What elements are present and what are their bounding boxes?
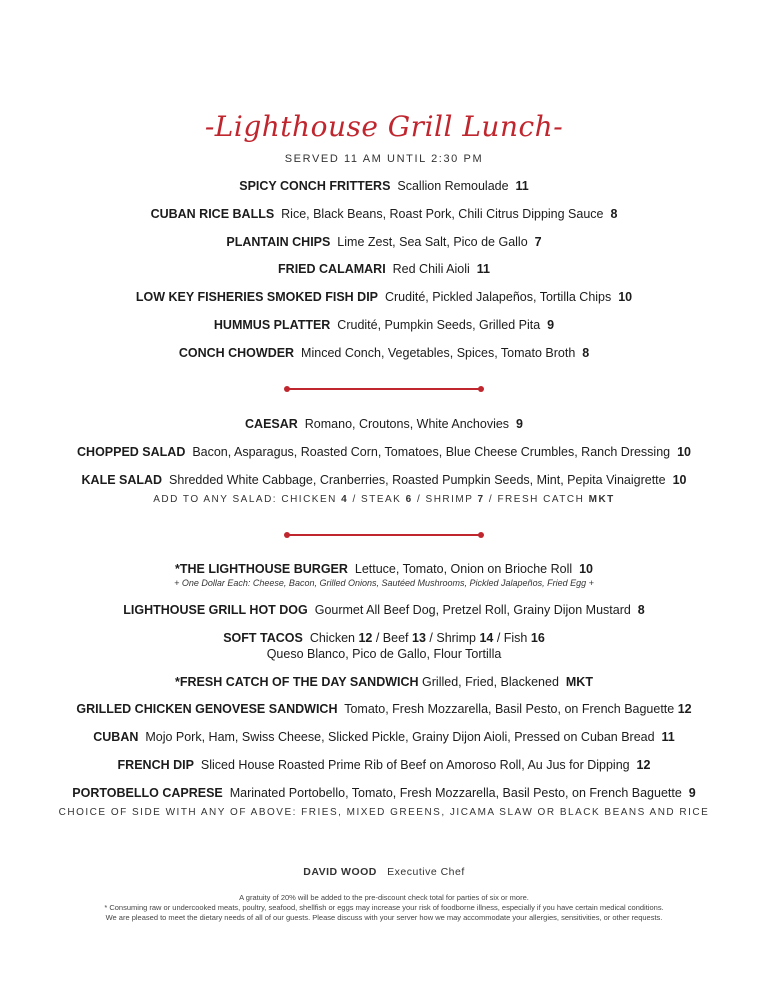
- item-name: CAESAR: [245, 417, 298, 431]
- item-name: CONCH CHOWDER: [178, 346, 295, 360]
- item-desc: Queso Blanco, Pico de Gallo, Flour Tortilla: [266, 647, 502, 661]
- item-name: FRENCH DIP: [117, 758, 194, 772]
- menu-item: [0, 473, 768, 487]
- item-desc: Crudité, Pickled Jalapeños, Tortilla Chips: [384, 290, 612, 304]
- gratuity-notice: A gratuity of 20% will be added to the pre-discount check total for parties of six or more.: [239, 893, 529, 902]
- menu-title: -Lighthouse Grill Lunch-: [204, 110, 564, 143]
- item-price: 7: [534, 235, 542, 249]
- item-desc: Sliced House Roasted Prime Rib of Beef on Amoroso Roll, Au Jus for Dipping: [200, 758, 630, 772]
- menu-item: [0, 702, 768, 716]
- item-name: FRIED CALAMARI: [278, 262, 386, 276]
- menu-item: [0, 562, 768, 576]
- menu-item: [0, 235, 768, 249]
- item-name: KALE SALAD: [81, 473, 163, 487]
- menu-item: [0, 417, 768, 431]
- menu-item: SOFT TACOS Chicken 12 / Beef 13 / Shrimp 14 / Fish 16: [223, 631, 545, 645]
- item-name: *FRESH CATCH OF THE DAY SANDWICH: [175, 675, 419, 689]
- item-desc: Mojo Pork, Ham, Swiss Cheese, Slicked Pickle, Grainy Dijon Aioli, Pressed on Cuban Bread: [145, 730, 655, 744]
- item-price: 8: [637, 603, 645, 617]
- chef-credit: [0, 866, 768, 878]
- consumption-warning: * Consuming raw or undercooked meats, poultry, seafood, shellfish or eggs may increase your risk of foodborne illness, especially if you have certain medical conditions.: [104, 903, 664, 912]
- item-price: 11: [515, 179, 529, 193]
- item-name: CHOPPED SALAD: [77, 445, 186, 459]
- item-name: CUBAN RICE BALLS: [150, 207, 275, 221]
- item-desc: Romano, Croutons, White Anchovies: [304, 417, 510, 431]
- item-desc: Bacon, Asparagus, Roasted Corn, Tomatoes, Blue Cheese Crumbles, Ranch Dressing: [192, 445, 671, 459]
- item-name: LIGHTHOUSE GRILL HOT DOG: [123, 603, 308, 617]
- item-price: 12: [677, 702, 692, 716]
- item-name: HUMMUS PLATTER: [213, 318, 331, 332]
- item-price: 12: [636, 758, 651, 772]
- menu-item: [0, 730, 768, 744]
- item-price: 8: [610, 207, 618, 221]
- item-price: 11: [476, 262, 490, 276]
- item-price: 9: [516, 417, 523, 431]
- section-divider: [287, 534, 481, 536]
- item-name: PORTOBELLO CAPRESE: [72, 786, 223, 800]
- item-name: GRILLED CHICKEN GENOVESE SANDWICH: [76, 702, 338, 716]
- item-name: SOFT TACOS: [223, 631, 303, 645]
- item-price: 8: [582, 346, 590, 360]
- item-price: 10: [579, 562, 593, 576]
- item-name: CUBAN: [93, 730, 139, 744]
- salad-addon-note: ADD TO ANY SALAD: CHICKEN 4 / STEAK 6 / SHRIMP 7 / FRESH CATCH MKT: [153, 494, 615, 505]
- menu-item: [0, 179, 768, 193]
- item-name: *THE LIGHTHOUSE BURGER: [174, 562, 348, 576]
- menu-item: [0, 290, 768, 304]
- menu-item: [0, 445, 768, 459]
- menu-item: [0, 346, 768, 360]
- burger-addon-note: + One Dollar Each: Cheese, Bacon, Grilled Onions, Sautéed Mushrooms, Pickled Jalapeños, Fried Egg +: [174, 578, 594, 588]
- item-price: 10: [618, 290, 633, 304]
- menu-item: [0, 318, 768, 332]
- item-name: SPICY CONCH FRITTERS: [239, 179, 391, 193]
- section-divider: [287, 388, 481, 390]
- item-desc: Rice, Black Beans, Roast Pork, Chili Citrus Dipping Sauce: [281, 207, 604, 221]
- item-price: 10: [672, 473, 687, 487]
- item-name: PLANTAIN CHIPS: [226, 235, 331, 249]
- item-name: LOW KEY FISHERIES SMOKED FISH DIP: [135, 290, 379, 304]
- item-desc: Shredded White Cabbage, Cranberries, Roasted Pumpkin Seeds, Mint, Pepita Vinaigrette: [169, 473, 666, 487]
- item-desc: Minced Conch, Vegetables, Spices, Tomato Broth: [301, 346, 576, 360]
- item-desc: Grilled, Fried, Blackened: [422, 675, 559, 689]
- item-desc: Marinated Portobello, Tomato, Fresh Mozzarella, Basil Pesto, on French Baguette: [229, 786, 682, 800]
- item-desc: Red Chili Aioli: [392, 262, 470, 276]
- item-desc: Gourmet All Beef Dog, Pretzel Roll, Grainy Dijon Mustard: [314, 603, 631, 617]
- item-desc: Lettuce, Tomato, Onion on Brioche Roll: [354, 562, 573, 576]
- dietary-notice: We are pleased to meet the dietary needs of all of our guests. Please discuss with your server how we may accommodate your allergies, sensitivities, or other requests.: [105, 913, 663, 922]
- menu-item: [0, 262, 768, 276]
- item-desc: Tomato, Fresh Mozzarella, Basil Pesto, on French Baguette: [344, 702, 675, 716]
- chef-title: Executive Chef: [387, 866, 465, 878]
- item-price: 9: [688, 786, 696, 800]
- item-price: MKT: [565, 675, 593, 689]
- menu-item: [0, 758, 768, 772]
- side-choice-note: CHOICE OF SIDE WITH ANY OF ABOVE: FRIES, MIXED GREENS, JICAMA SLAW OR BLACK BEANS AND RICE: [58, 807, 710, 818]
- menu-item: [0, 675, 768, 689]
- menu-item: [0, 207, 768, 221]
- item-desc: Lime Zest, Sea Salt, Pico de Gallo: [337, 235, 528, 249]
- item-price: 9: [547, 318, 555, 332]
- menu-item: [0, 603, 768, 617]
- menu-item: [0, 786, 768, 800]
- chef-name: DAVID WOOD: [303, 866, 377, 878]
- item-desc: Scallion Remoulade: [397, 179, 509, 193]
- item-price: 10: [677, 445, 691, 459]
- item-price: 11: [661, 730, 675, 744]
- served-hours: SERVED 11 AM UNTIL 2:30 PM: [284, 153, 484, 165]
- item-desc: Crudité, Pumpkin Seeds, Grilled Pita: [337, 318, 541, 332]
